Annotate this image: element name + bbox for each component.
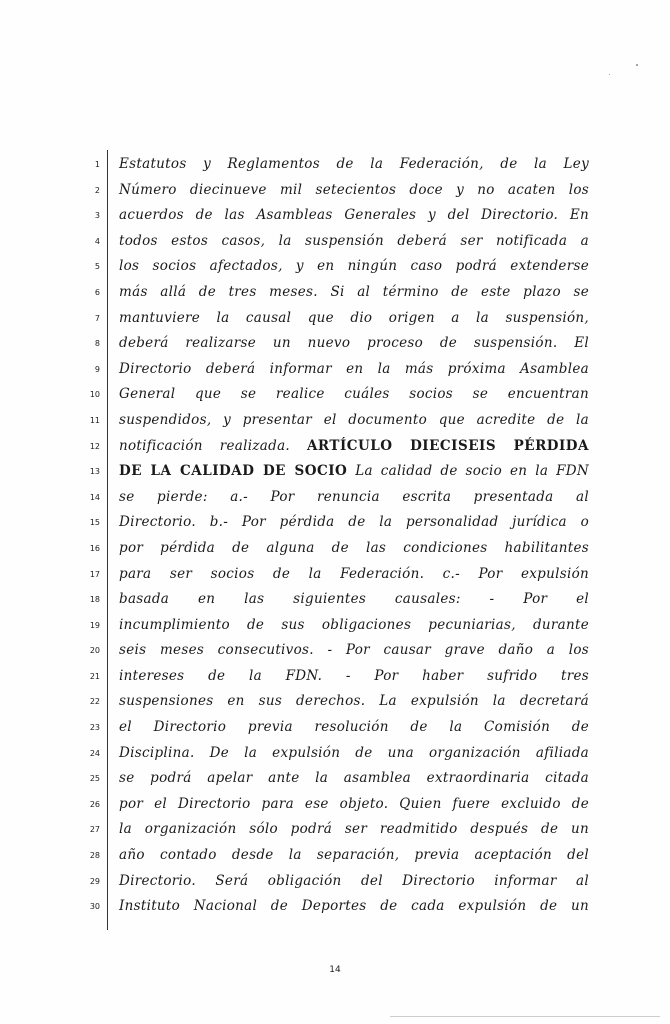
text-segment: incumplimiento de sus obligaciones pecuniarias, durante bbox=[119, 616, 589, 633]
text-line bbox=[119, 613, 589, 639]
text-line bbox=[119, 152, 589, 178]
text-segment: los socios afectados, y en ningún caso podrá extenderse bbox=[119, 258, 589, 275]
line-number: 9 bbox=[94, 364, 100, 374]
text-segment: acuerdos de las Asambleas Generales y del Directorio. En bbox=[119, 207, 589, 224]
text-segment: deberá realizarse un nuevo proceso de suspensión. El bbox=[119, 335, 589, 352]
line-number: 20 bbox=[89, 646, 100, 656]
text-segment: por el Directorio para ese objeto. Quien fuere excluido de bbox=[119, 795, 589, 812]
line-number: 16 bbox=[89, 543, 100, 553]
line-number: 13 bbox=[89, 467, 100, 477]
text-line bbox=[119, 792, 589, 818]
text-segment: Disciplina. De la expulsión de una organización afiliada bbox=[119, 744, 589, 761]
text-segment: La calidad de socio en la FDN bbox=[347, 463, 589, 480]
text-line bbox=[119, 689, 589, 715]
text-segment: la organización sólo podrá ser readmitido después de un bbox=[119, 821, 589, 838]
text-segment: Directorio deberá informar en la más próxima Asamblea bbox=[119, 360, 589, 377]
line-number: 17 bbox=[89, 569, 100, 579]
line-number: 22 bbox=[89, 697, 100, 707]
line-number: 23 bbox=[89, 723, 100, 733]
line-number: 21 bbox=[89, 671, 100, 681]
text-segment: Directorio. Será obligación del Directorio informar al bbox=[119, 872, 589, 889]
text-segment: intereses de la FDN. - Por haber sufrido tres bbox=[119, 667, 589, 684]
text-segment: el Directorio previa resolución de la Comisión de bbox=[119, 719, 589, 736]
article-heading-text: ARTÍCULO DIECISEIS PÉRDIDA bbox=[306, 437, 589, 454]
line-number: 2 bbox=[94, 185, 100, 195]
text-line bbox=[119, 331, 589, 357]
text-line bbox=[119, 203, 589, 229]
text-segment: suspensiones en sus derechos. La expulsión la decretará bbox=[119, 693, 589, 710]
text-segment: se pierde: a.- Por renuncia escrita presentada al bbox=[119, 488, 589, 505]
line-number: 11 bbox=[89, 415, 100, 425]
line-number: 6 bbox=[94, 287, 100, 297]
line-number-margin-rule bbox=[107, 150, 108, 930]
line-number: 14 bbox=[89, 492, 100, 502]
text-line bbox=[119, 280, 589, 306]
text-line bbox=[119, 357, 589, 383]
line-number: 27 bbox=[89, 825, 100, 835]
text-line bbox=[119, 510, 589, 536]
line-number: 26 bbox=[89, 799, 100, 809]
text-segment: año contado desde la separación, previa aceptación del bbox=[119, 847, 589, 864]
text-line bbox=[119, 741, 589, 767]
text-segment: basada en las siguientes causales: - Por el bbox=[119, 591, 589, 608]
text-line bbox=[119, 178, 589, 204]
line-number: 24 bbox=[89, 748, 100, 758]
line-number: 15 bbox=[89, 518, 100, 528]
text-segment: Número diecinueve mil setecientos doce y no acaten los bbox=[119, 181, 589, 198]
text-line bbox=[119, 869, 589, 895]
text-line bbox=[119, 664, 589, 690]
text-line bbox=[119, 434, 589, 460]
text-line bbox=[119, 254, 589, 280]
text-line bbox=[119, 408, 589, 434]
line-number: 18 bbox=[89, 595, 100, 605]
text-line bbox=[119, 536, 589, 562]
text-line bbox=[119, 638, 589, 664]
text-segment: Directorio. b.- Por pérdida de la personalidad jurídica o bbox=[119, 514, 589, 531]
text-line bbox=[119, 817, 589, 843]
text-line bbox=[119, 843, 589, 869]
text-segment: seis meses consecutivos. - Por causar grave daño a los bbox=[119, 642, 589, 659]
text-segment: suspendidos, y presentar el documento que acredite de la bbox=[119, 411, 589, 428]
text-segment: notificación realizada. bbox=[119, 437, 307, 454]
line-number-column bbox=[80, 152, 104, 920]
line-number: 28 bbox=[89, 851, 100, 861]
scan-speck bbox=[636, 64, 638, 66]
text-line bbox=[119, 229, 589, 255]
line-number: 25 bbox=[89, 774, 100, 784]
line-number: 8 bbox=[94, 339, 100, 349]
text-segment: todos estos casos, la suspensión deberá ser notificada a bbox=[119, 232, 589, 249]
text-segment: Instituto Nacional de Deportes de cada expulsión de un bbox=[119, 898, 589, 915]
line-number: 7 bbox=[94, 313, 100, 323]
line-number: 30 bbox=[89, 902, 100, 912]
line-number: 3 bbox=[94, 211, 100, 221]
text-line bbox=[119, 587, 589, 613]
scan-speck bbox=[609, 74, 610, 75]
line-number: 10 bbox=[89, 390, 100, 400]
text-line bbox=[119, 894, 589, 920]
text-segment: más allá de tres meses. Si al término de este plazo se bbox=[119, 283, 589, 300]
text-segment: mantuviere la causal que dio origen a la suspensión, bbox=[119, 309, 589, 326]
line-number: 29 bbox=[89, 876, 100, 886]
text-line bbox=[119, 715, 589, 741]
text-segment: General que se realice cuáles socios se encuentran bbox=[119, 386, 589, 403]
line-number: 1 bbox=[94, 160, 100, 169]
text-line bbox=[119, 459, 589, 485]
page-number: 14 bbox=[329, 965, 341, 975]
line-number: 4 bbox=[94, 236, 100, 246]
text-segment: para ser socios de la Federación. c.- Por expulsión bbox=[119, 565, 589, 582]
text-segment: Estatutos y Reglamentos de la Federación, de la Ley bbox=[119, 156, 589, 172]
text-line bbox=[119, 382, 589, 408]
text-segment: por pérdida de alguna de las condiciones habilitantes bbox=[119, 539, 589, 556]
line-number: 12 bbox=[89, 441, 100, 451]
text-line bbox=[119, 306, 589, 332]
article-heading-text: DE LA CALIDAD DE SOCIO bbox=[119, 463, 348, 480]
scan-edge-line bbox=[390, 1016, 660, 1017]
text-line bbox=[119, 485, 589, 511]
text-line bbox=[119, 562, 589, 588]
document-body-text bbox=[119, 152, 589, 920]
line-number: 5 bbox=[94, 262, 100, 272]
text-segment: se podrá apelar ante la asamblea extraordinaria citada bbox=[119, 770, 589, 787]
line-number: 19 bbox=[89, 620, 100, 630]
text-line bbox=[119, 766, 589, 792]
